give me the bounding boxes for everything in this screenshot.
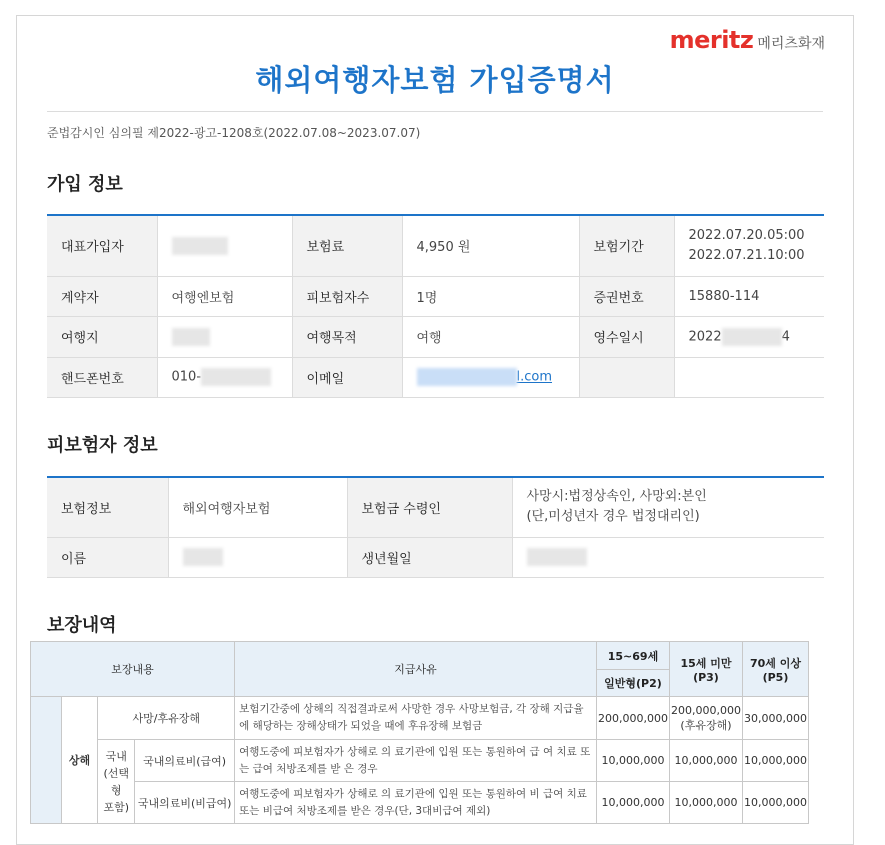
logo-korean: 메리츠화재 [757,36,825,52]
beneficiary-value [512,477,824,537]
col-header-p2-bottom: 일반형(P2) [596,670,669,697]
name-value [168,537,347,577]
coverage-name: 사망/후유장해 [98,697,235,740]
insurance-info-label: 보험정보 [47,477,168,537]
coverage-p3-line-1: 200,000,000 [670,703,741,717]
col-header-content: 보장내용 [31,642,235,697]
coverage-reason: 여행도중에 피보험자가 상해로 의 료기관에 입원 또는 통원하여 비 급여 치료 또는 비급여 처방조제를 받은 경우(단, 3대비급여 제외) [235,782,597,824]
receipt-suffix: 4 [781,329,790,344]
rep-value [157,215,292,276]
coverage-p2: 200,000,000 [596,697,669,740]
table-row [31,697,809,740]
cert-label: 증권번호 [579,276,674,316]
section-title-join: 가입 정보 [47,174,123,195]
meritz-logo [670,26,825,54]
table-row [47,357,824,397]
title-divider [47,111,823,112]
col-header-p2-top: 15~69세 [596,642,669,670]
receipt-value [674,316,824,357]
phone-prefix: 010- [171,369,202,385]
col-header-reason: 지급사유 [235,642,597,697]
coverage-p5: 10,000,000 [742,782,808,824]
period-value [674,215,824,276]
receipt-label: 영수일시 [579,316,674,357]
table-row [31,740,809,782]
group-domestic [98,740,135,824]
document-title: 해외여행자보험 가입증명서 [255,63,615,97]
period-label: 보험기간 [579,215,674,276]
coverage-p3-line-2: (후유장해) [680,718,732,732]
logo-brand: meritz [669,26,754,54]
coverage-name: 국내의료비(비급여) [135,782,235,824]
side-blank-cell [31,697,62,824]
group-injury: 상해 [61,697,98,824]
period-start: 2022.07.20.05:00 [688,227,805,243]
coverage-reason: 여행도중에 피보험자가 상해로 의 료기관에 입원 또는 통원하여 급 여 치료 또는 급여 처방조제를 받 은 경우 [235,740,597,782]
col-header-p3-bottom: (P3) [693,670,719,684]
birth-value [512,537,824,577]
contractor-value: 여행엔보험 [157,276,292,316]
email-value[interactable] [402,357,579,397]
coverage-name: 국내의료비(급여) [135,740,235,782]
rep-label: 대표가입자 [47,215,157,276]
masked-value [183,548,223,566]
phone-value [157,357,292,397]
cert-value: 15880-114 [674,276,824,316]
beneficiary-line-2: (단,미성년자 경우 법정대리인) [526,509,700,525]
coverage-p2: 10,000,000 [596,782,669,824]
masked-value [201,368,271,386]
premium-value: 4,950 원 [402,215,579,276]
coverage-p5: 30,000,000 [742,697,808,740]
col-header-p5 [742,642,808,697]
col-header-p5-bottom: (P5) [762,670,789,684]
col-header-p3-top: 15세 미만 [680,656,732,670]
section-title-insured: 피보험자 정보 [47,435,158,456]
section-title-coverage: 보장내역 [47,615,117,636]
join-info-table [47,214,824,398]
table-header-row [31,642,809,670]
group-domestic-line-3: 포함) [103,800,130,814]
email-label: 이메일 [292,357,402,397]
table-row [47,276,824,316]
purpose-value: 여행 [402,316,579,357]
group-domestic-line-1: 국내 [105,749,127,763]
empty-value-cell [674,357,824,397]
insured-count-value: 1명 [402,276,579,316]
table-row [31,782,809,824]
table-row [47,316,824,357]
dest-label: 여행지 [47,316,157,357]
insured-info-table [47,476,824,578]
email-link[interactable]: l.com [516,369,553,385]
masked-value [417,368,517,386]
purpose-label: 여행목적 [292,316,402,357]
table-row [47,215,824,276]
col-header-p5-top: 70세 이상 [749,656,801,670]
coverage-reason: 보험기간중에 상해의 직접결과로써 사망한 경우 사망보험금, 각 장해 지급율에 해당하는 장해상태가 되었을 때에 후유장해 보험금 [235,697,597,740]
coverage-p3: 10,000,000 [669,782,742,824]
phone-label: 핸드폰번호 [47,357,157,397]
masked-value [172,328,210,346]
birth-label: 생년월일 [347,537,512,577]
group-domestic-line-2: (선택형 [103,766,130,797]
masked-value [722,328,782,346]
coverage-p5: 10,000,000 [742,740,808,782]
coverage-p2: 10,000,000 [596,740,669,782]
table-row [47,477,824,537]
receipt-prefix: 2022 [688,329,722,344]
masked-value [172,237,228,255]
contractor-label: 계약자 [47,276,157,316]
table-row [47,537,824,577]
insurance-info-value: 해외여행자보험 [168,477,347,537]
coverage-p3: 10,000,000 [669,740,742,782]
premium-label: 보험료 [292,215,402,276]
beneficiary-line-1: 사망시:법정상속인, 사망외:본인 [526,489,707,505]
period-end: 2022.07.21.10:00 [688,247,805,263]
dest-value [157,316,292,357]
col-header-p3 [669,642,742,697]
name-label: 이름 [47,537,168,577]
approval-notice: 준법감시인 심의필 제2022-광고-1208호(2022.07.08~2023.07.07) [47,126,421,140]
beneficiary-label: 보험금 수령인 [347,477,512,537]
empty-label-cell [579,357,674,397]
coverage-table [30,641,809,824]
coverage-p3 [669,697,742,740]
masked-value [527,548,587,566]
insured-count-label: 피보험자수 [292,276,402,316]
